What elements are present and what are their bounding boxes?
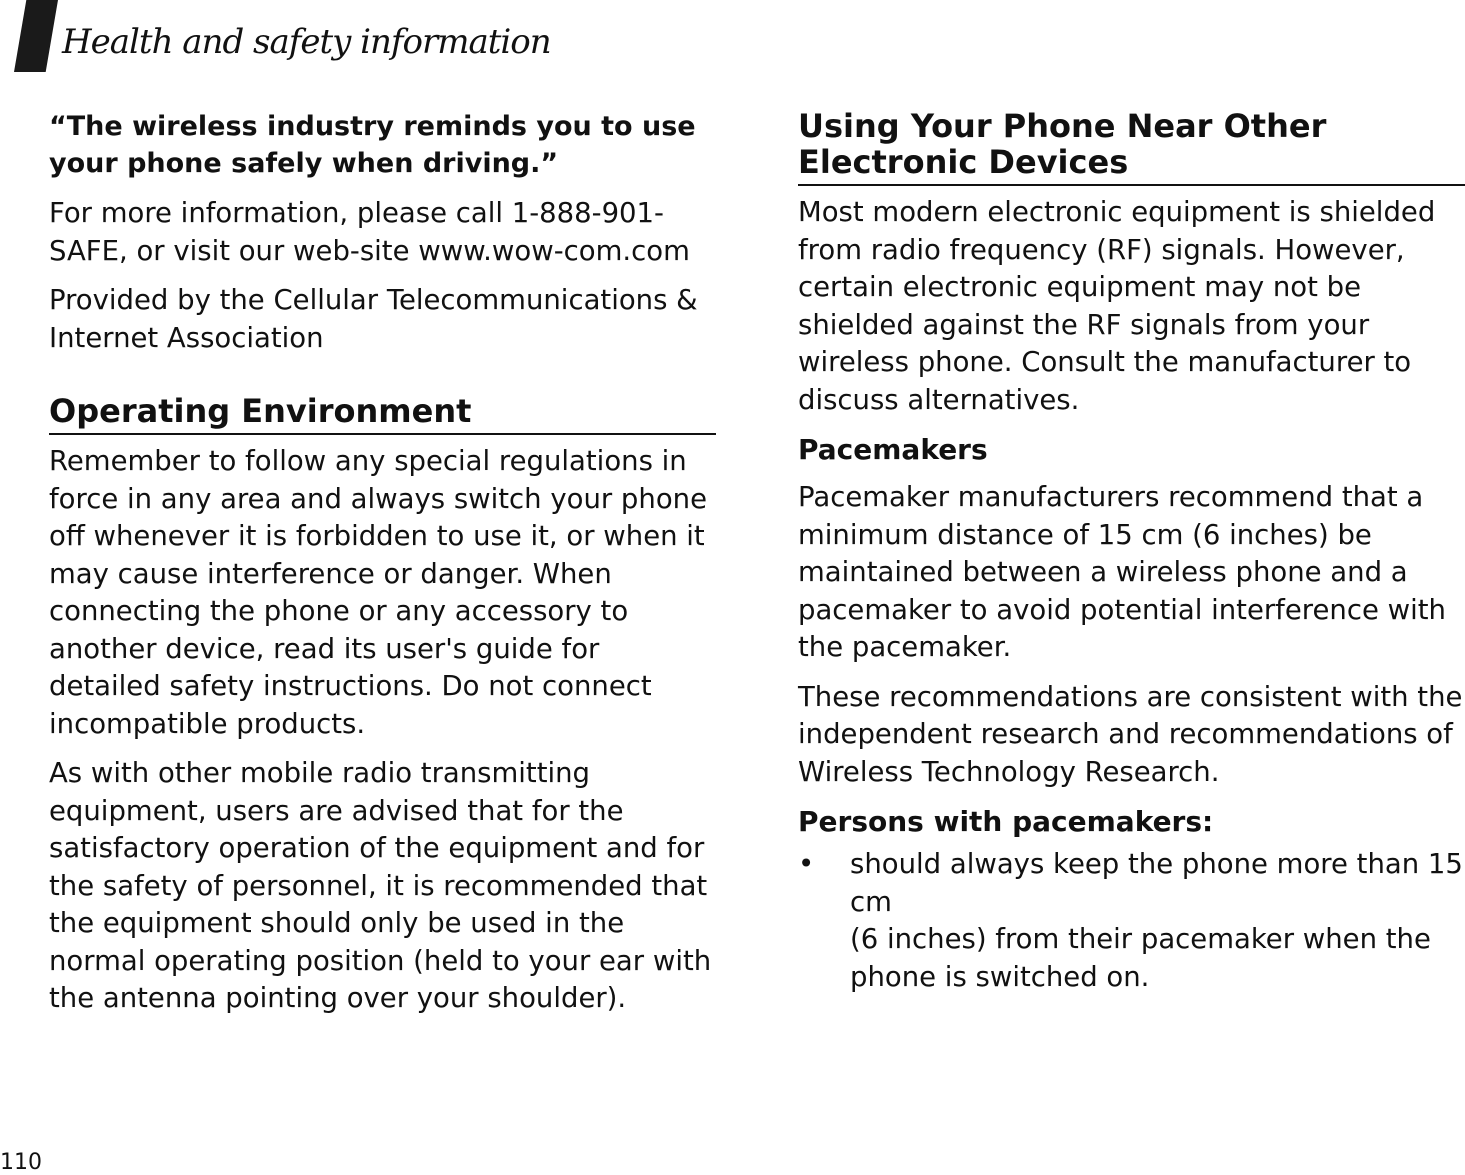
bullet-text-line-1: should always keep the phone more than 15 cm	[850, 848, 1463, 918]
list-item	[798, 846, 1465, 996]
persons-with-pacemakers-heading: Persons with pacemakers:	[798, 805, 1214, 838]
bullet-text-line-2: (6 inches) from their pacemaker when the phone is switched on.	[850, 923, 1431, 993]
page-number: 110	[0, 1150, 42, 1175]
left-column	[49, 108, 716, 1030]
info-paragraph: For more information, please call 1-888-901-SAFE, or visit our web-site www.wow-com.com	[49, 197, 690, 267]
bullet-icon: •	[798, 848, 815, 880]
right-column	[798, 108, 1465, 996]
electronic-devices-heading: Using Your Phone Near Other Electronic Devices	[798, 108, 1465, 186]
header-tab-decoration	[14, 0, 58, 72]
operating-environment-heading: Operating Environment	[49, 393, 716, 435]
provided-by-paragraph: Provided by the Cellular Telecommunications & Internet Association	[49, 284, 698, 354]
pacemakers-paragraph-1: Pacemaker manufacturers recommend that a minimum distance of 15 cm (6 inches) be maintained between a wireless phone and a pacemaker to avoid potential interference with the pacemaker.	[798, 481, 1446, 663]
operating-environment-paragraph-1: Remember to follow any special regulations in force in any area and always switch your phone off whenever it is forbidden to use it, or when it may cause interference or danger. When connecting the phone or any accessory to another device, read its user's guide for detailed safety instructions. Do not connect incompatible products.	[49, 445, 707, 740]
electronic-devices-paragraph: Most modern electronic equipment is shielded from radio frequency (RF) signals. However, certain electronic equipment may not be shielded against the RF signals from your wireless phone. Consult the manufacturer to discuss alternatives.	[798, 196, 1436, 416]
pacemakers-paragraph-2: These recommendations are consistent with the independent research and recommendations of Wireless Technology Research.	[798, 680, 1463, 788]
lead-quote: “The wireless industry reminds you to use your phone safely when driving.”	[49, 111, 696, 179]
pacemakers-heading: Pacemakers	[798, 433, 988, 466]
page-header-title: Health and safety information	[62, 22, 551, 62]
operating-environment-paragraph-2: As with other mobile radio transmitting equipment, users are advised that for the satisfactory operation of the equipment and for the safety of personnel, it is recommended that the equipment should only be used in the normal operating position (held to your ear with the antenna pointing over your shoulder).	[49, 757, 712, 1014]
